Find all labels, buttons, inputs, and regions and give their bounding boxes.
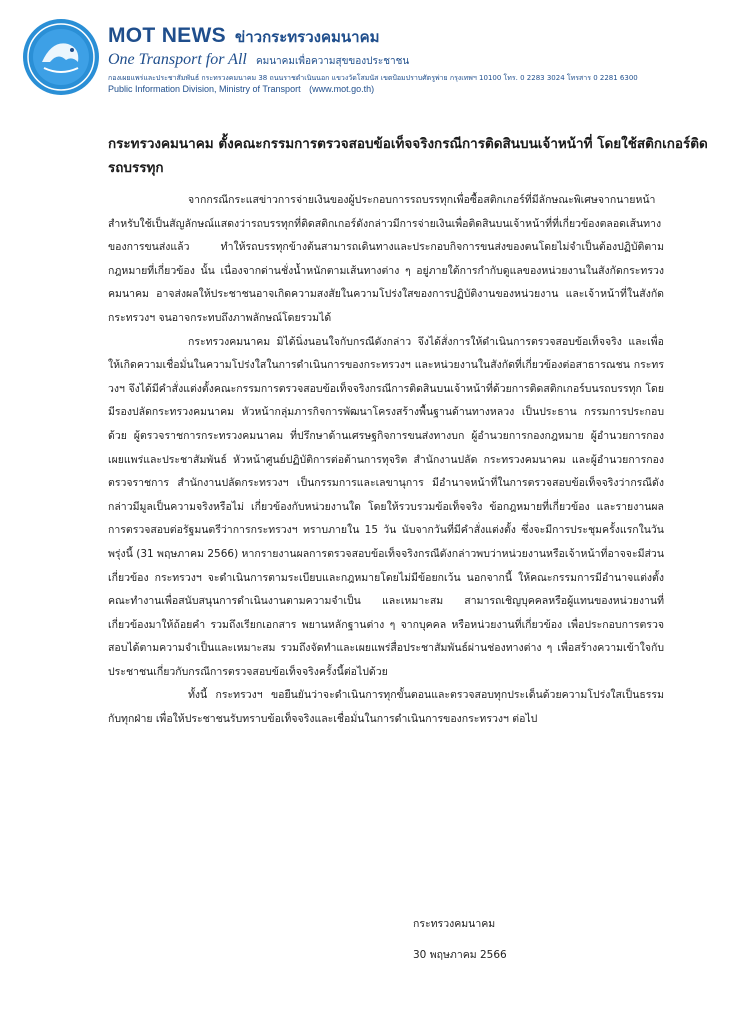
paragraph-3: ทั้งนี้ กระทรวงฯ ขอยืนยันว่าจะดำเนินการทุกขั้นตอนและตรวจสอบทุกประเด็นด้วยความโปร่งใสเป็นธรรมกับทุกฝ่าย เพื่อให้ประชาชนรับทราบข้อเท็จจริงและเชื่อมั่นในการดำเนินการของกระทรวงฯ ต่อไป xyxy=(108,689,664,726)
article-title: กระทรวงคมนาคม ตั้งคณะกรรมการตรวจสอบข้อเท็จจริงกรณีการติดสินบนเจ้าหน้าที่ โดยใช้สติกเกอร์ติดรถบรรทุก xyxy=(108,136,708,176)
paragraph-1: จากกรณีกระแสข่าวการจ่ายเงินของผู้ประกอบการรถบรรทุกเพื่อซื้อสติกเกอร์ที่มีลักษณะพิเศษจากนายหน้า สำหรับใช้เป็นสัญลักษณ์แสดงว่ารถบรรทุกที่ติดสติกเกอร์ดังกล่าวมีการจ่ายเงินเพื่อติดสินบนเจ้าหน้าที่ที่เกี่ยวข้องตลอดเส้นทางของการขนส่งแล้ว ทำให้รถบรรทุกข้างต้นสามารถเดินทางและประกอบกิจการขนส่งของตนโดยไม่จำเป็นต้องปฏิบัติตามกฎหมายที่เกี่ยวข้อง นั้น เนื่องจากด่านชั่งน้ำหนักตามเส้นทางต่าง ๆ อยู่ภายใต้การกำกับดูแลของหน่วยงานในสังกัดกระทรวงคมนาคม อาจส่งผลให้ประชาชนอาจเกิดความสงสัยในความโปร่งใสของการปฏิบัติงานของหน่วยงาน และเจ้าหน้าที่ในสังกัดกระทรวงฯ จนอาจกระทบถึงภาพลักษณ์โดยรวมได้ xyxy=(108,194,664,324)
paragraph-2: กระทรวงคมนาคม มิได้นิ่งนอนใจกับกรณีดังกล่าว จึงได้สั่งการให้ดำเนินการตรวจสอบข้อเท็จจริง และเพื่อให้เกิดความเชื่อมั่นในความโปร่งใสในการดำเนินการของกระทรวงฯ และหน่วยงานในสังกัดที่เกี่ยวข้องต่อสาธารณชน กระทรวงฯ จึงได้มีคำสั่งแต่งตั้งคณะกรรมการตรวจสอบข้อเท็จจริงกรณีการติดสินบนเจ้าหน้าที่ด้วยการติดสติกเกอร์บนรถบรรทุก โดยมีรองปลัดกระทรวงคมนาคม หัวหน้ากลุ่มภารกิจการพัฒนาโครงสร้างพื้นฐานด้านทางหลวง เป็นประธาน กรรมการประกอบด้วย ผู้ตรวจราชการกระทรวงคมนาคม ที่ปรึกษาด้านเศรษฐกิจการขนส่งทางบก ผู้อำนวยการกองกฎหมาย ผู้อำนวยการกองเผยแพร่และประชาสัมพันธ์ หัวหน้าศูนย์ปฏิบัติการต่อต้านการทุจริต สำนักงานปลัด กระทรวงคมนาคม และผู้อำนวยการกองตรวจราชการ สำนักงานปลัดกระทรวงฯ เป็นกรรมการและเลขานุการ มีอำนาจหน้าที่ในการตรวจสอบข้อเท็จจริงว่ากรณีดังกล่าวมีมูลเป็นความจริงหรือไม่ เกี่ยวข้องกับหน่วยงานใด โดยให้รวบรวมข้อเท็จจริง ข้อกฎหมายที่เกี่ยวข้อง และรายงานผลการตรวจสอบต่อรัฐมนตรีว่าการกระทรวงฯ ทราบภายใน 15 วัน นับจากวันที่มีคำสั่งแต่งตั้ง ซึ่งจะมีการประชุมครั้งแรกในวันพรุ่งนี้ (31 พฤษภาคม 2566) หากรายงานผลการตรวจสอบข้อเท็จจริงกรณีดังกล่าวพบว่าหน่วยงานหรือเจ้าหน้าที่อาจจะมีส่วนเกี่ยวข้อง กระทรวงฯ จะดำเนินการตามระเบียบและกฎหมายโดยไม่มีข้อยกเว้น นอกจากนี้ ให้คณะกรรมการมีอำนาจแต่งตั้งคณะทำงานเพื่อสนับสนุนการดำเนินงานตามความจำเป็น และเหมาะสม สามารถเชิญบุคคลหรือผู้แทนของหน่วยงานที่เกี่ยวข้องมาให้ถ้อยคำ รวมถึงเรียกเอกสาร พยานหลักฐานต่าง ๆ จากบุคคล หรือหน่วยงานที่เกี่ยวข้อง เพื่อประกอบการตรวจสอบได้ตามความจำเป็นและเหมาะสม รวมถึงจัดทำและเผยแพร่สื่อประชาสัมพันธ์ผ่านช่องทางต่าง ๆ เพื่อสร้างความเข้าใจกับประชาชนเกี่ยวกับกรณีการตรวจสอบข้อเท็จจริงครั้งนี้ต่อไปด้วย xyxy=(108,335,664,678)
address-line: กองเผยแพร่และประชาสัมพันธ์ กระทรวงคมนาคม 38 ถนนราชดำเนินนอก แขวงวัดโสมนัส เขตป้อมปราบศัตรูพ่าย กรุงเทพฯ 10100 โทร. 0 2283 3024 โทรสาร 0 2281 6300 xyxy=(108,74,638,82)
slogan-th: คมนาคมเพื่อความสุขของประชาชน xyxy=(255,56,410,67)
slogan-en: One Transport for All xyxy=(108,51,247,68)
signature-org: กระทรวงคมนาคม xyxy=(413,918,496,930)
division-line xyxy=(108,84,728,95)
brand-main: MOT NEWS xyxy=(108,24,226,47)
letterhead xyxy=(0,0,732,104)
ministry-seal-logo xyxy=(22,18,100,96)
article-body xyxy=(108,189,664,732)
division-name: Public Information Division, Ministry of Transport xyxy=(108,84,301,94)
signature-date: 30 พฤษภาคม 2566 xyxy=(413,949,507,961)
website-link[interactable]: (www.mot.go.th) xyxy=(309,84,375,94)
brand-block xyxy=(108,25,728,95)
brand-thai: ข่าวกระทรวงคมนาคม xyxy=(234,28,380,46)
